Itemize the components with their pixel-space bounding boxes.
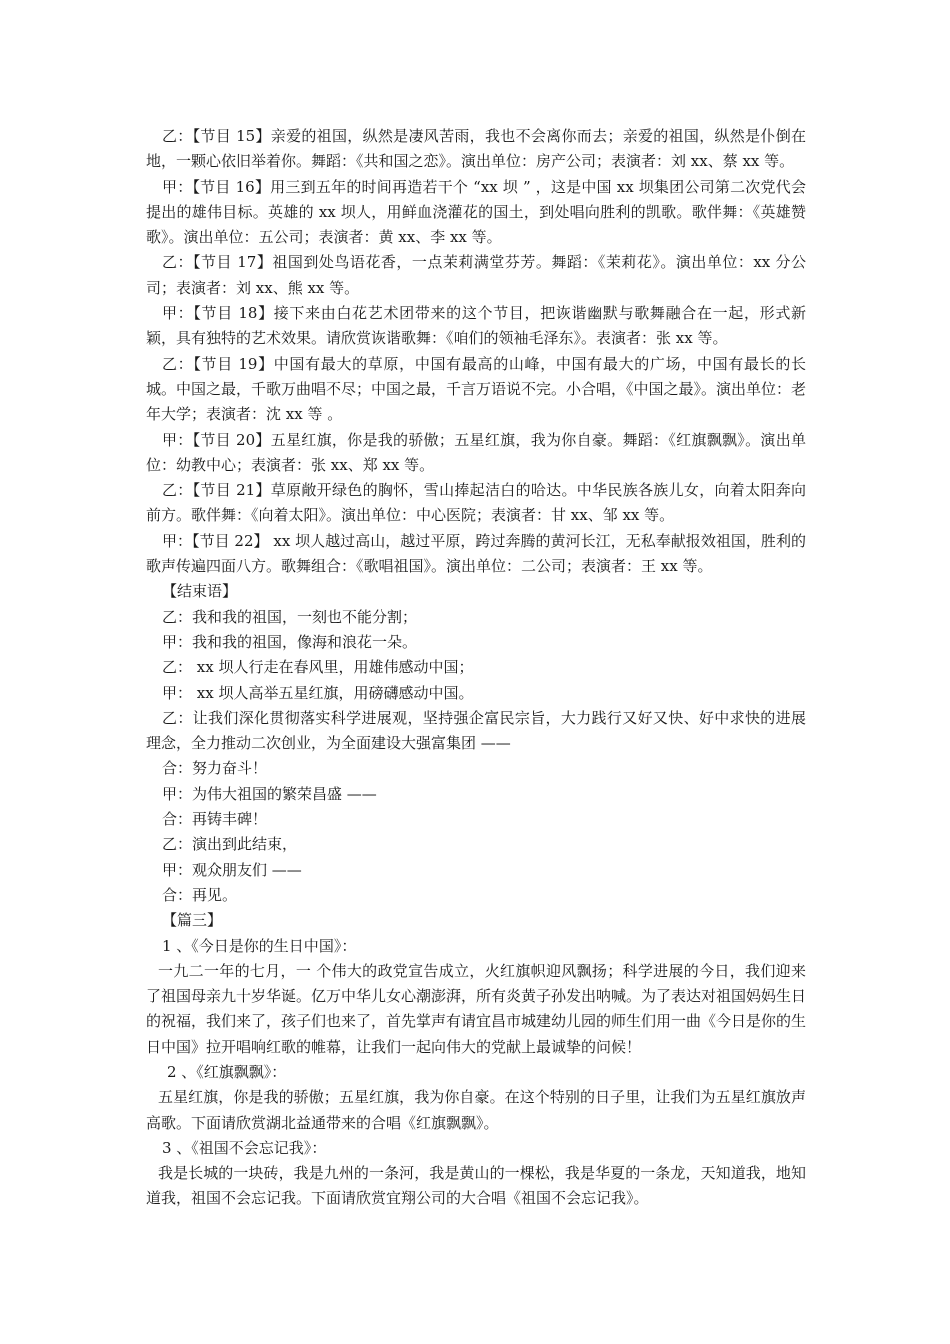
program-15-paragraph: 乙：【节目 15】亲爱的祖国，纵然是凄风苦雨，我也不会离你而去；亲爱的祖国，纵然是仆倒在地，一颗心依旧举着你。舞蹈：《共和国之恋》。演出单位：房产公司；表演者：刘 xx、蔡 xx 等。: [146, 127, 806, 171]
program-17-paragraph: 乙：【节目 17】祖国到处鸟语花香，一点茉莉满堂芬芳。舞蹈：《茉莉花》。演出单位：xx 分公司；表演者：刘 xx、熊 xx 等。: [146, 253, 806, 297]
section-three-heading: 【篇三】: [162, 911, 223, 930]
program-19-paragraph: 乙：【节目 19】中国有最大的草原，中国有最高的山峰，中国有最大的广场，中国有最长的长城。中国之最，千歌万曲唱不尽；中国之最，千言万语说不完。小合唱，《中国之最》。演出单位：老年大学；表演者：沈 xx 等 。: [146, 354, 807, 424]
closing-line: 甲： xx 坝人高举五星红旗，用磅礴感动中国。: [162, 683, 474, 702]
closing-line: 乙：演出到此结束，: [162, 835, 298, 854]
program-16-paragraph: 甲：【节目 16】用三到五年的时间再造若干个 “xx 坝 ” ，这是中国 xx 坝集团公司第二次党代会提出的雄伟目标。英雄的 xx 坝人，用鲜血浇灌花的国土，到处唱向胜利的凯歌。歌伴舞：《英雄赞歌》。演出单位：五公司；表演者：黄 xx、李 xx 等。: [146, 177, 806, 247]
item-1-body: 一九二一年的七月，一 个伟大的政党宣告成立，火红旗帜迎风飘扬；科学进展的今日，我们迎来了祖国母亲九十岁华诞。亿万中华儿女心潮澎湃，所有炎黄子孙发出呐喊。为了表达对祖国妈妈生日的祝福，我们来了，孩子们也来了，首先掌声有请宜昌市城建幼儿园的师生们用一曲《今日是你的生日中国》拉开唱响红歌的帷幕，让我们一起向伟大的党献上最诚挚的问候！: [146, 961, 807, 1056]
closing-line: 乙：我和我的祖国，一刻也不能分割；: [162, 607, 418, 626]
closing-heading: 【结束语】: [162, 582, 238, 601]
document-body: [146, 124, 806, 1212]
closing-line: 合：再见。: [162, 885, 238, 904]
closing-line: 乙： xx 坝人行走在春风里，用雄伟感动中国；: [162, 658, 474, 677]
item-2-title: 2 、《红旗飘飘》：: [167, 1062, 287, 1081]
item-1-title: 1 、《今日是你的生日中国》：: [162, 936, 357, 955]
closing-line: 合：努力奋斗！: [162, 759, 268, 778]
item-2-body: 五星红旗，你是我的骄傲；五星红旗，我为你自豪。在这个特别的日子里，让我们为五星红旗放声高歌。下面请欣赏湖北益通带来的合唱《红旗飘飘》。: [146, 1088, 806, 1132]
item-3-title: 3 、《祖国不会忘记我》：: [162, 1138, 327, 1157]
closing-line: 甲：我和我的祖国，像海和浪花一朵。: [162, 632, 418, 651]
closing-line: 乙：让我们深化贯彻落实科学进展观，坚持强企富民宗旨，大力践行又好又快、好中求快的进展理念，全力推动二次创业，为全面建设大强富集团 ——: [146, 708, 806, 753]
closing-line: 甲：为伟大祖国的繁荣昌盛 ——: [162, 784, 377, 803]
program-21-paragraph: 乙：【节目 21】草原敞开绿色的胸怀，雪山捧起洁白的哈达。中华民族各族儿女，向着太阳奔向前方。歌伴舞：《向着太阳》。演出单位：中心医院；表演者：甘 xx、邹 xx 等。: [146, 481, 806, 525]
program-18-paragraph: 甲：【节目 18】接下来由白花艺术团带来的这个节目，把诙谐幽默与歌舞融合在一起，形式新颖，具有独特的艺术效果。请欣赏诙谐歌舞：《咱们的领袖毛泽东》。表演者：张 xx 等。: [146, 304, 806, 348]
closing-line: 合：再铸丰碑！: [162, 810, 268, 829]
closing-line: 甲：观众朋友们 ——: [162, 860, 302, 879]
program-22-paragraph: 甲：【节目 22】 xx 坝人越过高山，越过平原，跨过奔腾的黄河长江，无私奉献报效祖国，胜利的歌声传遍四面八方。歌舞组合：《歌唱祖国》。演出单位：二公司；表演者：王 xx 等。: [146, 531, 806, 576]
item-3-body: 我是长城的一块砖，我是九州的一条河，我是黄山的一棵松，我是华夏的一条龙，天知道我，地知道我，祖国不会忘记我。下面请欣赏宜翔公司的大合唱《祖国不会忘记我》。: [146, 1164, 806, 1208]
program-20-paragraph: 甲：【节目 20】五星红旗，你是我的骄傲；五星红旗，我为你自豪。舞蹈：《红旗飘飘》。演出单位：幼教中心；表演者：张 xx、郑 xx 等。: [146, 430, 806, 474]
